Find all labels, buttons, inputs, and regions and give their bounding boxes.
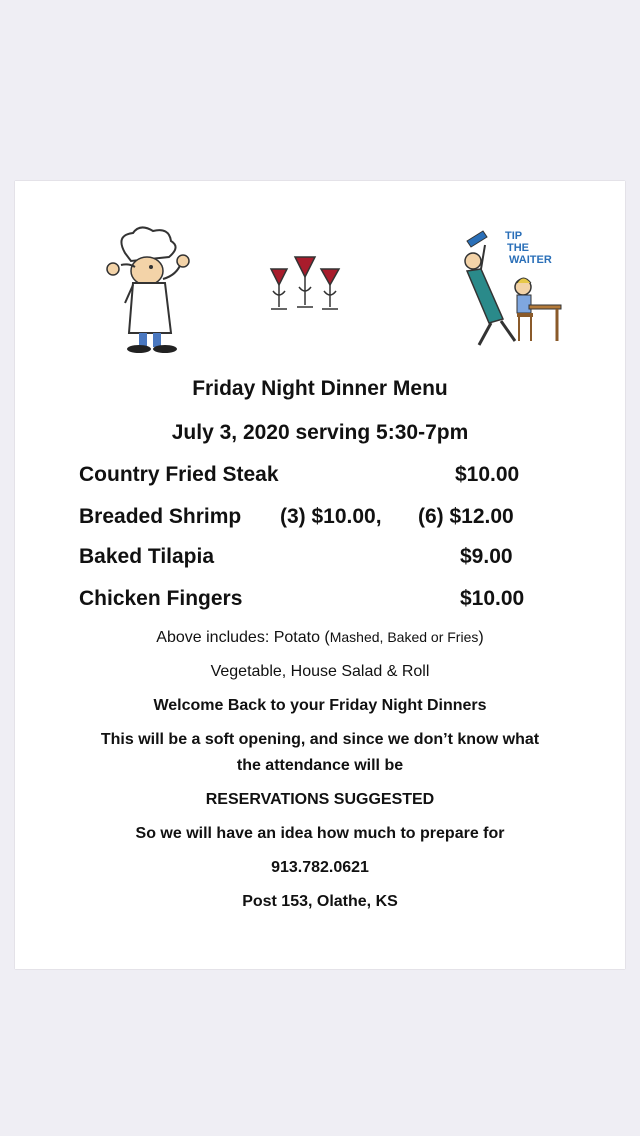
prepare-text: So we will have an idea how much to prepare for (135, 825, 505, 842)
menu-item-price: (6) $12.00 (418, 505, 514, 528)
sign-line-1: TIP (505, 230, 523, 242)
tip-the-waiter-icon (445, 223, 565, 353)
sign-line-3: WAITER (509, 254, 552, 266)
includes-line-2: Vegetable, House Salad & Roll (210, 663, 430, 680)
location-text: Post 153, Olathe, KS (242, 893, 398, 910)
menu-item-name: Country Fried Steak (79, 463, 279, 486)
reservations-text: RESERVATIONS SUGGESTED (205, 791, 435, 808)
includes-line (15, 629, 625, 647)
menu-title: Friday Night Dinner Menu (192, 377, 448, 400)
includes-options: Mashed, Baked or Fries (329, 629, 479, 645)
menu-item-price: $9.00 (460, 545, 513, 568)
includes-suffix: ) (478, 629, 484, 646)
menu-item-name: Breaded Shrimp (79, 505, 242, 528)
menu-item-price: (3) $10.00, (280, 505, 382, 528)
includes-prefix: Above includes: Potato ( (156, 629, 330, 646)
soft-opening-text-2: the attendance will be (236, 757, 404, 774)
menu-card (15, 181, 625, 969)
menu-item-price: $10.00 (460, 587, 525, 610)
menu-item-name: Baked Tilapia (79, 545, 215, 568)
menu-date: July 3, 2020 serving 5:30-7pm (171, 421, 469, 444)
sign-line-2: THE (507, 242, 529, 254)
menu-item-name: Chicken Fingers (79, 587, 243, 610)
chef-whistling-icon (85, 223, 200, 353)
wine-glasses-icon (265, 251, 345, 321)
welcome-text: Welcome Back to your Friday Night Dinners (153, 697, 487, 714)
soft-opening-text: This will be a soft opening, and since we don’t know what (100, 731, 540, 748)
menu-item-price: $10.00 (455, 463, 520, 486)
phone-number: 913.782.0621 (271, 859, 369, 876)
